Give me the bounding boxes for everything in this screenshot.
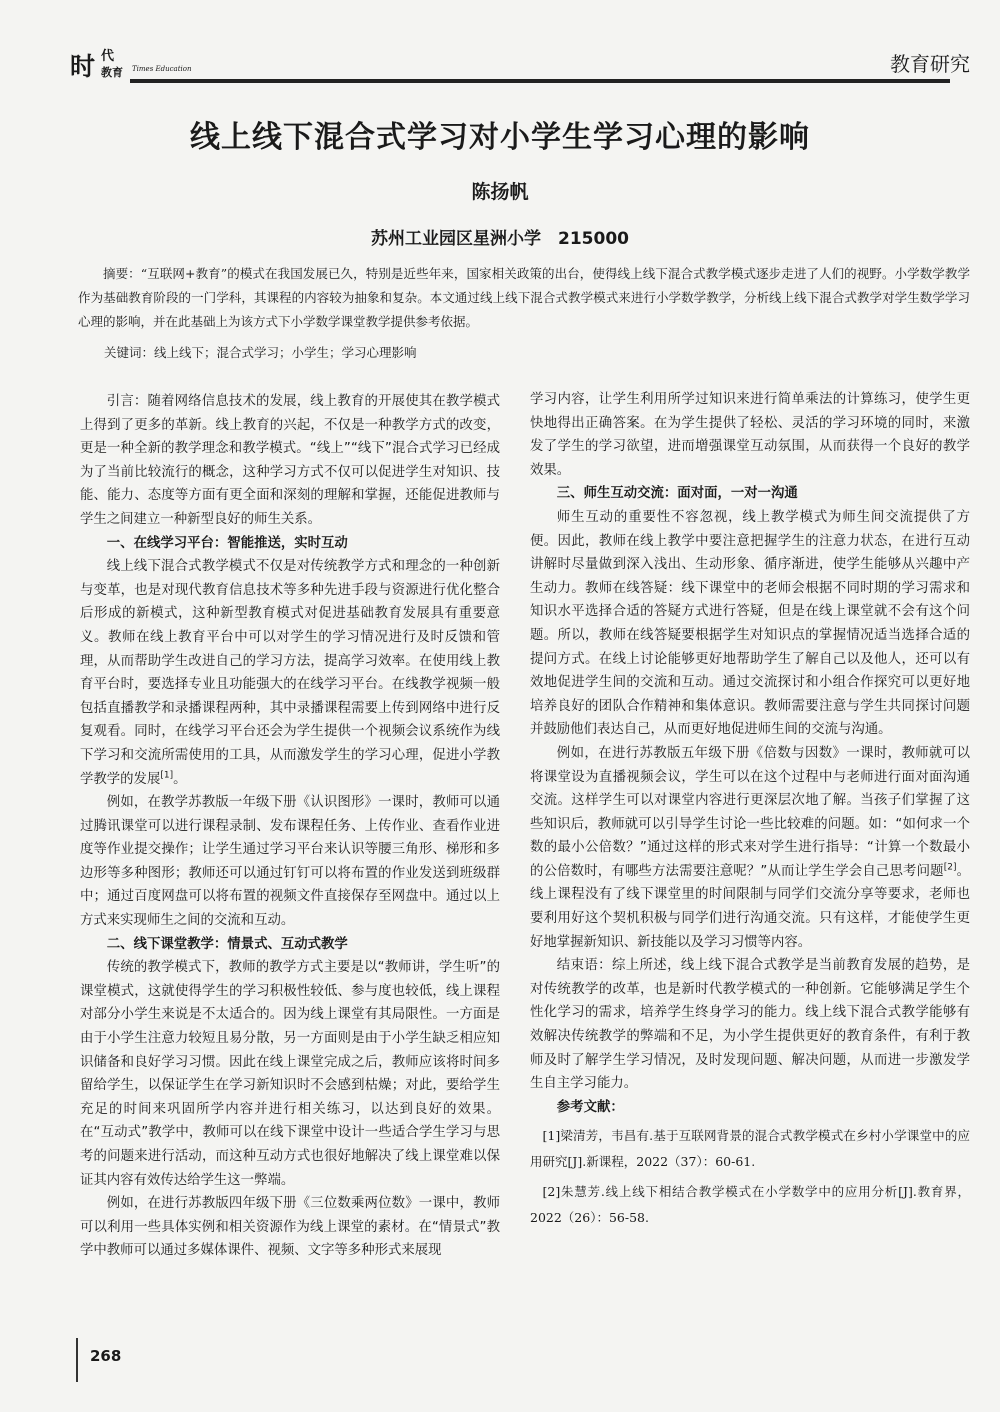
paragraph-text: 三、师生互动交流：面对面，一对一沟通 <box>556 486 798 502</box>
section-heading <box>80 532 500 556</box>
references-heading: 参考文献： <box>556 1099 624 1115</box>
paragraph-text: 例如，在进行苏教版四年级下册《三位数乘两位数》一课中，教师可以利用一些具体实例和相关资源作为线上课堂的素材。在“情景式”教学中教师可以通过多媒体课件、视频、文字等多种形式来展现 <box>80 1196 500 1259</box>
paragraph-text: 结束语：综上所述，线上线下混合式教学是当前教育发展的趋势，是对传统教学的改革，也是新时代教学模式的一种创新。它能够满足学生个性化学习的需求，培养学生终身学习的能力。线上线下混合式教学能够有效解决传统教学的弊端和不足，为小学生提供更好的教育条件，有利于教师及时了解学生学习情况，及时发现问题、解决问题，从而进一步激发学生自主学习能力。 <box>530 958 970 1092</box>
body-paragraph <box>80 390 500 532</box>
paragraph-text: 例如，在教学苏教版一年级下册《认识图形》一课时，教师可以通过腾讯课堂可以进行课程录制、发布课程任务、上传作业、查看作业进度等作业提交操作；让学生通过学习平台来认识等腰三角形、梯形和多边形等多种图形；教师还可以通过钉钉可以将布置的作业发送到班级群中；通过百度网盘可以将布置的视频文件直接保存至网盘中。通过以上方式来实现师生之间的交流和互动。 <box>80 795 500 929</box>
body-paragraph <box>80 956 500 1192</box>
body-paragraph <box>530 506 970 742</box>
logo-char-big: 时 <box>70 52 96 81</box>
section-heading <box>80 933 500 957</box>
citation-marker: [1] <box>160 770 174 781</box>
section-heading <box>530 482 970 506</box>
paragraph-text: 引言：随着网络信息技术的发展，线上教育的开展使其在教学模式上得到了更多的革新。线上教育的兴起，不仅是一种教学方式的改变，更是一种全新的教学理念和教学模式。“线上”“线下”混合式学习已经成为了当前比较流行的概念，这种学习方式不仅可以促进学生对知识、技能、能力、态度等方面有更全面和深刻的理解和掌握，还能促进教师与学生之间建立一种新型良好的师生关系。 <box>80 394 500 527</box>
journal-header <box>70 42 970 82</box>
body-paragraph <box>530 954 970 1096</box>
paragraph-text: 二、线下课堂教学：情景式、互动式教学 <box>106 936 348 952</box>
paragraph-text-tail: 。线上课程没有了线下课堂里的时间限制与同学们交流分享等要求，老师也要利用好这个契机积极与同学们进行沟通交流。只有这样，才能使学生更好地掌握新知识、新技能以及学习习惯等内容。 <box>530 863 971 950</box>
body-paragraph <box>80 555 500 791</box>
author-name: 陈扬帆 <box>471 181 529 203</box>
body-paragraph <box>530 742 970 954</box>
logo-char-small2: 教育 <box>101 66 123 79</box>
body-paragraph <box>80 1192 500 1263</box>
paragraph-text: 例如，在进行苏教版五年级下册《倍数与因数》一课时，教师就可以将课堂设为直播视频会议，学生可以在这个过程中与老师进行面对面沟通交流。这样学生可以对课堂内容进行更深层次地了解。当孩子们掌握了这些知识后，教师就可以引导学生讨论一些比较难的问题。如：“如何求一个数的最小公倍数？”通过这样的形式来对学生进行指导：“计算一个数最小的公倍数时，有哪些方法需要注意呢？”从而让学生学会自己思考问题 <box>530 745 970 879</box>
abstract-text: 摘要：“互联网+教育”的模式在我国发展已久，特别是近些年来，国家相关政策的出台，使得线上线下混合式教学模式逐步走进了人们的视野。小学数学教学作为基础教育阶段的一门学科，其课程的内容较为抽象和复杂。本文通过线上线下混合式教学模式来进行小学数学教学，分析线上线下混合式教学对学生数学学习心理的影响，并在此基础上为该方式下小学数学课堂教学提供参考依据。 <box>78 266 970 329</box>
header-rule <box>130 79 950 83</box>
article-title: 线上线下混合式学习对小学生学习心理的影响 <box>190 120 810 155</box>
paragraph-text-tail: 。 <box>173 771 187 787</box>
body-paragraph <box>530 388 970 482</box>
journal-logo <box>70 42 290 82</box>
paragraph-text: 传统的教学模式下，教师的教学方式主要是以“教师讲，学生听”的课堂模式，这就使得学生的学习积极性较低、参与度也较低，线上课程对部分小学生来说是不太适合的。因为线上课堂有其局限性。一方面是由于小学生注意力较短且易分散，另一方面则是由于小学生缺乏相应知识储备和良好学习习惯。因此在线上课堂完成之后，教师应该将时间多留给学生，以保证学生在学习新知识时不会感到枯燥；对此，要给学生充足的时间来巩固所学内容并进行相关练习，以达到良好的效果。在“互动式”教学中，教师可以在线下课堂中设计一些适合学生学习与思考的问题来进行活动，而这种互动方式也很好地解决了线上课堂难以保证其内容有效传达给学生这一弊端。 <box>80 960 500 1188</box>
abstract <box>78 262 970 334</box>
paragraph-text: 一、在线学习平台：智能推送，实时互动 <box>106 535 348 551</box>
reference-item: [2]朱慧芳.线上线下相结合教学模式在小学数学中的应用分析[J].教育界，2022（26）：56-58. <box>530 1184 970 1226</box>
paragraph-text: 师生互动的重要性不容忽视，线上教学模式为师生间交流提供了方便。因此，教师在线上教学中要注意把握学生的注意力状态，在进行互动讲解时尽量做到深入浅出、生动形象、循序渐进，使学生能够从兴趣中产生动力。教师在线答疑：线下课堂中的老师会根据不同时期的学习需求和知识水平选择合适的答疑方式进行答疑，但是在线上课堂就不会有这个问题。所以，教师在线答疑要根据学生对知识点的掌握情况适当选择合适的提问方式。在线上讨论能够更好地帮助学生了解自己以及他人，还可以有效地促进学生间的交流和互动。通过交流探讨和小组合作探究可以更好地培养良好的团队合作精神和集体意识。教师需要注意与学生共同探讨问题并鼓励他们表达自己，从而更好地促进师生间的交流与沟通。 <box>530 509 970 738</box>
logo-char-small: 代 <box>101 49 115 64</box>
right-column <box>530 388 970 1231</box>
citation-marker: [2] <box>943 862 957 873</box>
paragraph-text: 线上线下混合式教学模式不仅是对传统教学方式和理念的一种创新与变革，也是对现代教育信息技术等多种先进手段与资源进行优化整合后形成的新模式，这种新型教育模式对促进基础教育发展具有重要意义。教师在线上教育平台中可以对学生的学习情况进行及时反馈和管理，从而帮助学生改进自己的学习方法，提高学习效率。在使用线上教育平台时，要选择专业且功能强大的在线学习平台。在线教学视频一般包括直播教学和录播课程两种，其中录播课程需要上传到网络中进行反复观看。同时，在线学习平台还会为学生提供一个视频会议系统作为线下学习和交流所需使用的工具，从而激发学生的学习心理，促进小学教学教学的发展 <box>80 559 500 787</box>
left-column <box>80 390 500 1263</box>
affiliation: 苏州工业园区星洲小学 215000 <box>371 229 629 249</box>
keywords: 关键词：线上线下；混合式学习；小学生；学习心理影响 <box>104 345 417 360</box>
body-paragraph <box>80 791 500 933</box>
reference-item: [1]梁清芳，韦昌有.基于互联网背景的混合式教学模式在乡村小学课堂中的应用研究[J].新课程，2022（37）：60-61. <box>530 1128 970 1170</box>
page-rule <box>76 1338 78 1382</box>
logo-english: Times Education <box>132 65 192 73</box>
paragraph-text: 学习内容，让学生利用所学过知识来进行简单乘法的计算练习，使学生更快地得出正确答案。在为学生提供了轻松、灵活的学习环境的同时，来激发了学生的学习欲望，进而增强课堂互动氛围，从而获得一个良好的教学效果。 <box>530 392 970 478</box>
section-tag: 教育研究 <box>884 54 970 74</box>
page-number: 268 <box>90 1347 122 1365</box>
